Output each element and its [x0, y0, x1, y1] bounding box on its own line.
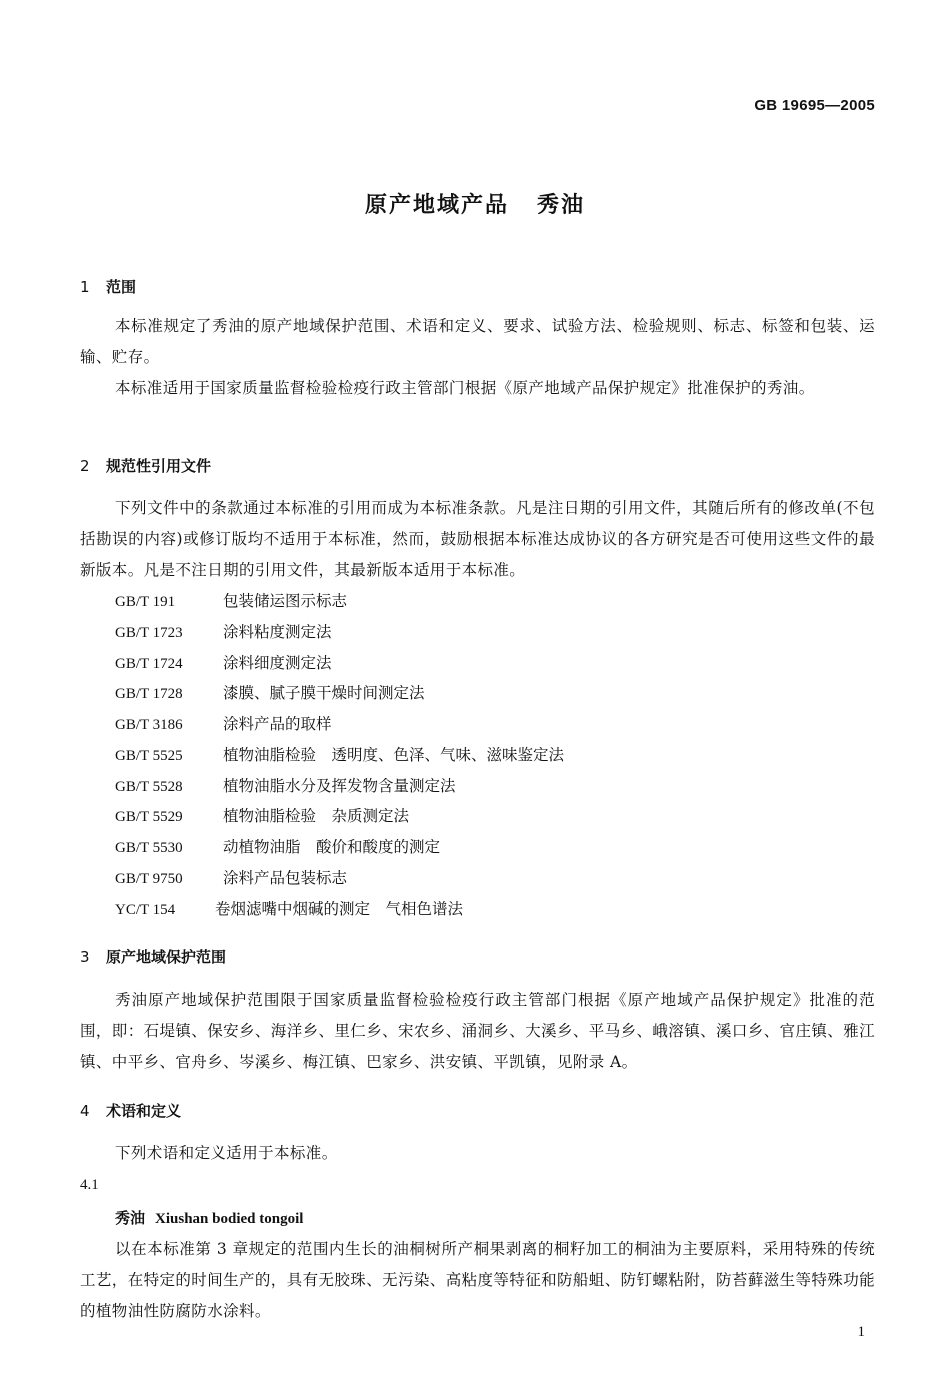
- term-english: Xiushan bodied tongoil: [155, 1211, 304, 1227]
- reference-code: GB/T 1728: [115, 686, 183, 702]
- reference-title: 涂料产品的取样: [223, 715, 332, 733]
- reference-title: 包装储运图示标志: [223, 592, 348, 610]
- reference-title: 卷烟滤嘴中烟碱的测定 气相色谱法: [215, 900, 464, 918]
- section-title: 规范性引用文件: [106, 457, 212, 475]
- reference-item: [115, 832, 440, 864]
- reference-code: YC/T 154: [115, 902, 176, 918]
- reference-title: 动植物油脂 酸价和酸度的测定: [223, 838, 441, 856]
- section-number: 2: [80, 457, 90, 475]
- term-chinese: 秀油: [115, 1209, 146, 1227]
- section-number: 1: [80, 278, 90, 296]
- section-3-heading: [80, 946, 226, 967]
- reference-code: GB/T 1723: [115, 625, 183, 641]
- reference-code: GB/T 1724: [115, 656, 183, 672]
- section-1-paragraph-1: 本标准规定了秀油的原产地域保护范围、术语和定义、要求、试验方法、检验规则、标志、标签和包装、运输、贮存。: [80, 317, 875, 366]
- term-definition: 以在本标准第 3 章规定的范围内生长的油桐树所产桐果剥离的桐籽加工的桐油为主要原料，采用特殊的传统工艺，在特定的时间生产的，具有无胶珠、无污染、高粘度等特征和防船蛆、防钉螺粘附，防苔藓滋生等特殊功能的植物油性防腐防水涂料。: [80, 1240, 876, 1320]
- reference-item: [115, 586, 347, 618]
- reference-code: GB/T 5530: [115, 840, 183, 856]
- reference-title: 涂料粘度测定法: [223, 623, 332, 641]
- reference-code: GB/T 3186: [115, 717, 183, 733]
- reference-code: GB/T 191: [115, 594, 176, 610]
- section-4-heading: [80, 1100, 181, 1121]
- reference-item: [115, 863, 347, 895]
- reference-title: 涂料细度测定法: [223, 654, 332, 672]
- title-part1: 原产地域产品: [364, 193, 509, 218]
- section-title: 术语和定义: [106, 1102, 182, 1120]
- section-3-paragraph-1: 秀油原产地域保护范围限于国家质量监督检验检疫行政主管部门根据《原产地域产品保护规定》批准的范围，即：石堤镇、保安乡、海洋乡、里仁乡、宋农乡、涌洞乡、大溪乡、平马乡、峨溶镇、溪口乡、官庄镇、雅江镇、中平乡、官舟乡、岑溪乡、梅江镇、巴家乡、洪安镇、平凯镇，见附录 A。: [80, 991, 876, 1071]
- reference-item: [115, 648, 332, 680]
- section-title: 原产地域保护范围: [106, 948, 227, 966]
- standard-code: GB 19695—2005: [754, 97, 875, 114]
- reference-item: [115, 771, 456, 803]
- reference-code: GB/T 9750: [115, 871, 183, 887]
- reference-title: 植物油脂水分及挥发物含量测定法: [223, 777, 456, 795]
- reference-code: GB/T 5525: [115, 748, 183, 764]
- page-number: 1: [857, 1324, 865, 1340]
- reference-item: [115, 740, 564, 772]
- reference-item: [115, 709, 332, 741]
- reference-title: 植物油脂检验 透明度、色泽、气味、滋味鉴定法: [223, 746, 565, 764]
- reference-item: [115, 678, 425, 710]
- section-1-paragraph-2: 本标准适用于国家质量监督检验检疫行政主管部门根据《原产地域产品保护规定》批准保护的秀油。: [115, 379, 815, 397]
- reference-title: 漆膜、腻子膜干燥时间测定法: [223, 684, 425, 702]
- reference-item: [115, 801, 409, 833]
- section-4-paragraph-1: 下列术语和定义适用于本标准。: [115, 1144, 338, 1162]
- section-2-paragraph-1: 下列文件中的条款通过本标准的引用而成为本标准条款。凡是注日期的引用文件，其随后所有的修改单(不包括勘误的内容)或修订版均不适用于本标准，然而，鼓励根据本标准达成协议的各方研究是否可使用这些文件的最新版本。凡是不注日期的引用文件，其最新版本适用于本标准。: [80, 499, 875, 579]
- reference-code: GB/T 5529: [115, 809, 183, 825]
- section-title: 范围: [106, 278, 137, 296]
- section-number: 4: [80, 1102, 90, 1120]
- term-entry: [115, 1207, 303, 1228]
- title-part2: 秀油: [537, 193, 586, 218]
- reference-item: [115, 894, 463, 926]
- section-1-heading: [80, 276, 136, 297]
- reference-item: [115, 617, 332, 649]
- reference-code: GB/T 5528: [115, 779, 183, 795]
- reference-title: 植物油脂检验 杂质测定法: [223, 807, 410, 825]
- section-2-heading: [80, 455, 211, 476]
- document-title: [0, 188, 950, 219]
- section-number: 3: [80, 948, 90, 966]
- reference-title: 涂料产品包装标志: [223, 869, 348, 887]
- clause-number: 4.1: [80, 1177, 99, 1193]
